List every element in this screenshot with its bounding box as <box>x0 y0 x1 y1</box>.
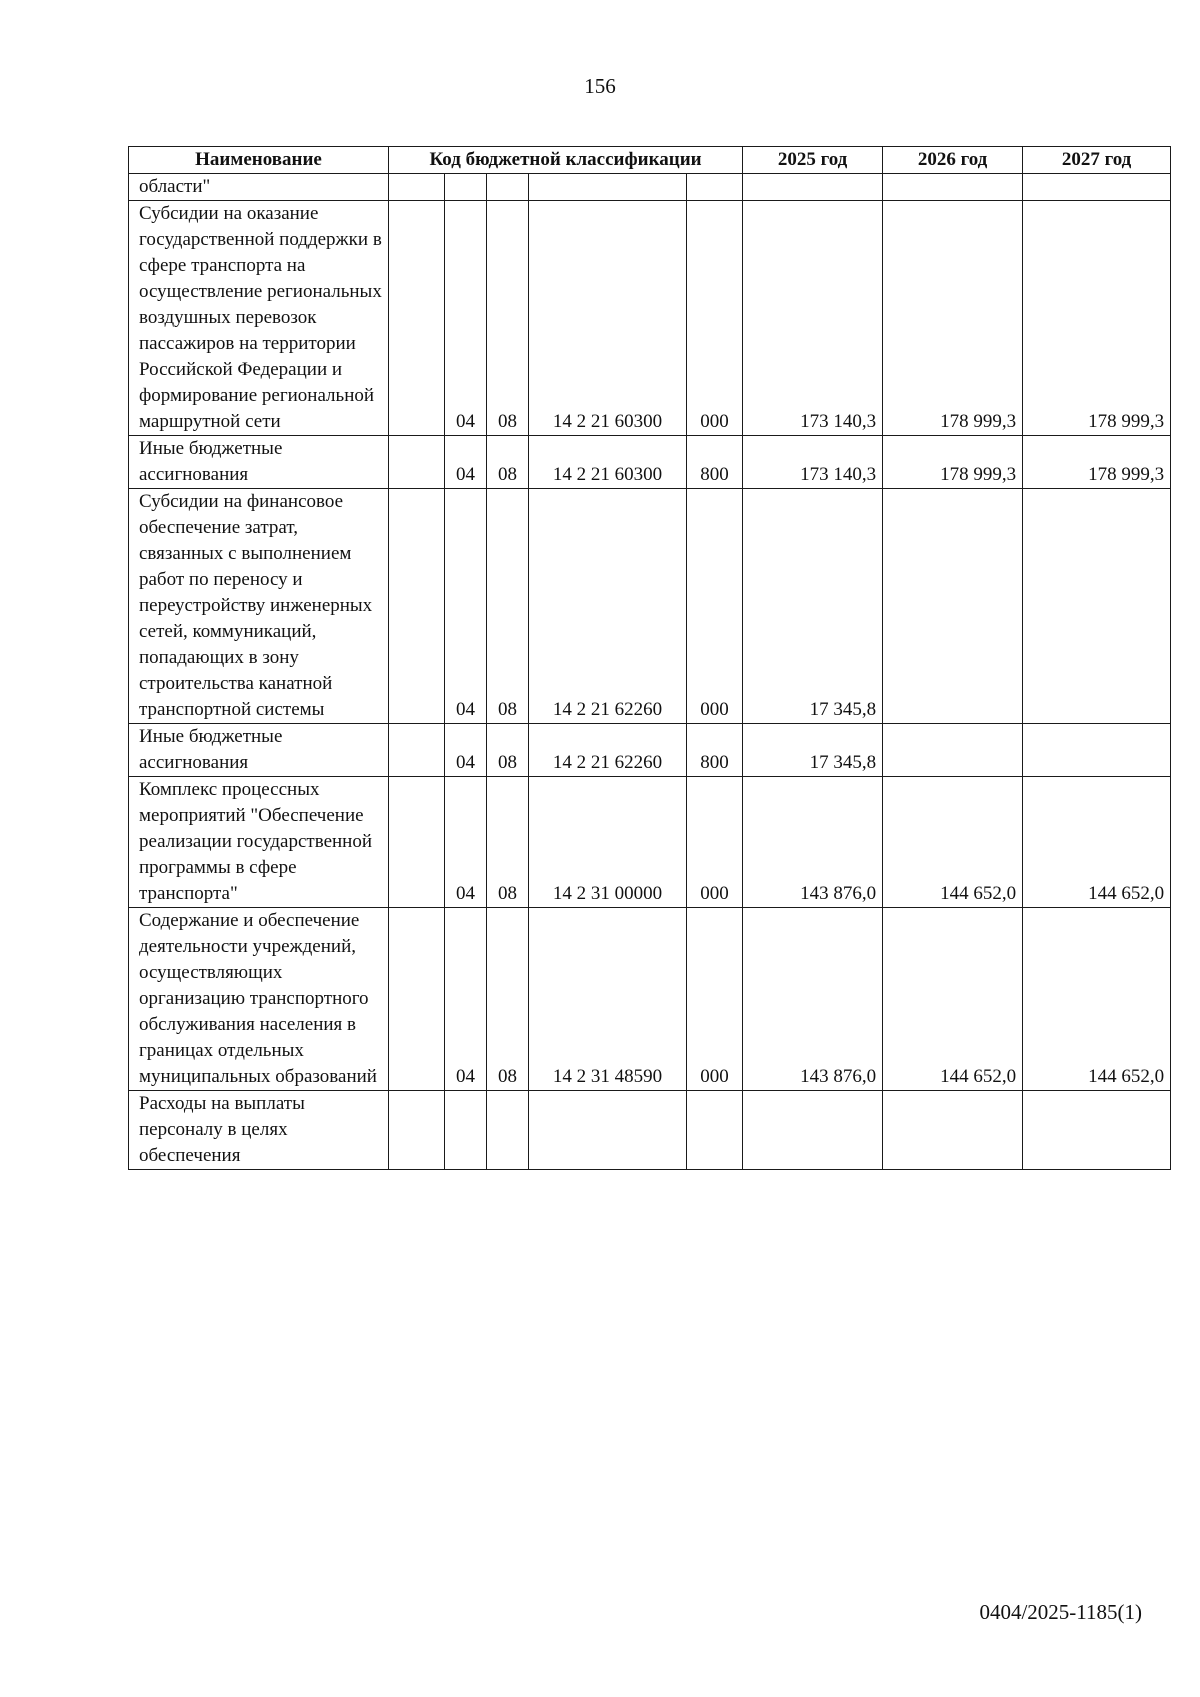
row-name: Иные бюджетные ассигнования <box>129 724 389 777</box>
code-expense-type: 000 <box>687 489 743 724</box>
code-section: 04 <box>445 724 487 777</box>
code-target-article <box>529 1091 687 1170</box>
amount-2025 <box>743 174 883 201</box>
table-row <box>129 724 1171 777</box>
header-code: Код бюджетной классификации <box>389 147 743 174</box>
table-row <box>129 174 1171 201</box>
table-row <box>129 777 1171 908</box>
code-target-article: 14 2 31 00000 <box>529 777 687 908</box>
code-part-1 <box>389 724 445 777</box>
code-subsection: 08 <box>487 201 529 436</box>
amount-2026: 144 652,0 <box>883 908 1023 1091</box>
amount-2025: 143 876,0 <box>743 908 883 1091</box>
row-name: Содержание и обеспечение деятельности учреждений, осуществляющих организацию транспортного обслуживания населения в границах отдельных муниципальных образований <box>129 908 389 1091</box>
table-header-row <box>129 147 1171 174</box>
code-section: 04 <box>445 777 487 908</box>
page-number: 156 <box>584 74 616 98</box>
code-expense-type: 000 <box>687 777 743 908</box>
code-target-article: 14 2 21 62260 <box>529 724 687 777</box>
table-row <box>129 201 1171 436</box>
code-part-1 <box>389 1091 445 1170</box>
code-part-1 <box>389 436 445 489</box>
code-target-article: 14 2 21 60300 <box>529 436 687 489</box>
amount-2025 <box>743 1091 883 1170</box>
document-code: 0404/2025-1185(1) <box>979 1600 1142 1624</box>
amount-2027: 178 999,3 <box>1023 201 1171 436</box>
amount-2026 <box>883 489 1023 724</box>
code-section: 04 <box>445 489 487 724</box>
amount-2027 <box>1023 1091 1171 1170</box>
code-expense-type <box>687 1091 743 1170</box>
code-target-article: 14 2 31 48590 <box>529 908 687 1091</box>
table-row <box>129 436 1171 489</box>
amount-2026 <box>883 724 1023 777</box>
code-subsection: 08 <box>487 436 529 489</box>
row-name: Иные бюджетные ассигнования <box>129 436 389 489</box>
code-part-1 <box>389 201 445 436</box>
code-subsection: 08 <box>487 489 529 724</box>
code-expense-type: 000 <box>687 908 743 1091</box>
amount-2027 <box>1023 724 1171 777</box>
amount-2027: 144 652,0 <box>1023 908 1171 1091</box>
code-section <box>445 174 487 201</box>
header-2026: 2026 год <box>883 147 1023 174</box>
row-name: области" <box>129 174 389 201</box>
table-row <box>129 489 1171 724</box>
amount-2026 <box>883 1091 1023 1170</box>
code-expense-type: 800 <box>687 724 743 777</box>
amount-2025: 173 140,3 <box>743 436 883 489</box>
code-part-1 <box>389 908 445 1091</box>
code-part-1 <box>389 777 445 908</box>
amount-2027: 144 652,0 <box>1023 777 1171 908</box>
amount-2025: 143 876,0 <box>743 777 883 908</box>
header-2027: 2027 год <box>1023 147 1171 174</box>
code-target-article: 14 2 21 60300 <box>529 201 687 436</box>
amount-2027 <box>1023 174 1171 201</box>
amount-2026: 178 999,3 <box>883 201 1023 436</box>
code-expense-type: 800 <box>687 436 743 489</box>
amount-2026 <box>883 174 1023 201</box>
code-target-article: 14 2 21 62260 <box>529 489 687 724</box>
row-name: Субсидии на оказание государственной поддержки в сфере транспорта на осуществление региональных воздушных перевозок пассажиров на территории Российской Федерации и формирование региональной маршрутной сети <box>129 201 389 436</box>
code-section: 04 <box>445 436 487 489</box>
row-name: Комплекс процессных мероприятий "Обеспечение реализации государственной программы в сфере транспорта" <box>129 777 389 908</box>
code-section: 04 <box>445 908 487 1091</box>
row-name: Субсидии на финансовое обеспечение затрат, связанных с выполнением работ по переносу и переустройству инженерных сетей, коммуникаций, попадающих в зону строительства канатной транспортной системы <box>129 489 389 724</box>
code-subsection: 08 <box>487 777 529 908</box>
amount-2025: 17 345,8 <box>743 724 883 777</box>
amount-2027: 178 999,3 <box>1023 436 1171 489</box>
code-subsection: 08 <box>487 908 529 1091</box>
amount-2025: 17 345,8 <box>743 489 883 724</box>
amount-2025: 173 140,3 <box>743 201 883 436</box>
header-name: Наименование <box>129 147 389 174</box>
code-target-article <box>529 174 687 201</box>
table-row <box>129 908 1171 1091</box>
code-subsection <box>487 174 529 201</box>
table-row <box>129 1091 1171 1170</box>
code-part-1 <box>389 489 445 724</box>
code-part-1 <box>389 174 445 201</box>
amount-2026: 144 652,0 <box>883 777 1023 908</box>
code-expense-type: 000 <box>687 201 743 436</box>
code-section <box>445 1091 487 1170</box>
code-subsection: 08 <box>487 724 529 777</box>
amount-2026: 178 999,3 <box>883 436 1023 489</box>
code-section: 04 <box>445 201 487 436</box>
code-subsection <box>487 1091 529 1170</box>
header-2025: 2025 год <box>743 147 883 174</box>
row-name: Расходы на выплаты персоналу в целях обеспечения <box>129 1091 389 1170</box>
amount-2027 <box>1023 489 1171 724</box>
code-expense-type <box>687 174 743 201</box>
budget-table <box>128 146 1171 1170</box>
